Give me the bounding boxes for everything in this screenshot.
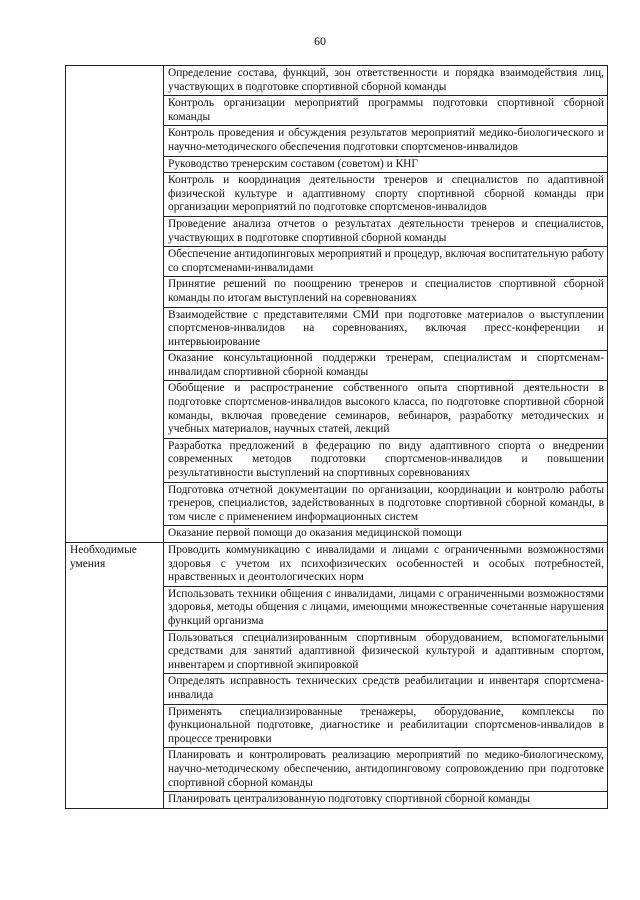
- table-row: [66, 173, 608, 217]
- requirement-cell: Проводить коммуникацию с инвалидами и лицами с ограниченными возможностями здоровья с учетом их психофизических особенностей и особых потребностей, нравственных и деонтологических норм: [164, 543, 608, 587]
- requirement-cell: Планировать и контролировать реализацию мероприятий по медико-биологическому, научно-методическому обеспечению, антидопинговому сопровождению при подготовке спортивной сборной команды: [164, 748, 608, 792]
- section-label-continuation: [66, 216, 164, 246]
- section-label-continuation: [66, 173, 164, 217]
- table-row: [66, 748, 608, 792]
- table-row: [66, 630, 608, 674]
- table-row: [66, 543, 608, 587]
- requirement-cell: Определение состава, функций, зон ответственности и порядка взаимодействия лиц, участвующих в подготовке спортивной сборной команды: [164, 66, 608, 96]
- table-row: [66, 66, 608, 96]
- section-label-continuation: [66, 126, 164, 156]
- table-row: [66, 704, 608, 748]
- section-label-continuation: [66, 381, 164, 438]
- requirement-cell: Использовать техники общения с инвалидами, лицами с ограниченными возможностями здоровья, методы общения с лицами, имеющими множественные сочетанные нарушения функций организма: [164, 586, 608, 630]
- table-row: [66, 351, 608, 381]
- table-row: [66, 674, 608, 704]
- section-label-continuation: [66, 351, 164, 381]
- table-body: [66, 66, 608, 809]
- table-row: [66, 482, 608, 526]
- table-row: [66, 586, 608, 630]
- section-label-continuation: [66, 156, 164, 173]
- requirement-cell: Применять специализированные тренажеры, оборудование, комплексы по функциональной подготовке, диагностике и реабилитации спортсменов-инвалидов в процессе тренировки: [164, 704, 608, 748]
- table-row: [66, 96, 608, 126]
- competency-table: [65, 65, 608, 809]
- section-label: Необходимые умения: [66, 543, 164, 587]
- section-label-continuation: [66, 438, 164, 482]
- requirement-cell: Обобщение и распространение собственного опыта спортивной деятельности в подготовке спортсменов-инвалидов высокого класса, по подготовке спортивной сборной команды, включая проведение семинаров, вебинаров, разработку методических и учебных материалов, научных статей, лекций: [164, 381, 608, 438]
- section-label: [66, 66, 164, 96]
- requirement-cell: Взаимодействие с представителями СМИ при подготовке материалов о выступлении спортсменов-инвалидов на соревнованиях, включая пресс-конференции и интервьюирование: [164, 307, 608, 351]
- table-row: [66, 156, 608, 173]
- section-label-continuation: [66, 247, 164, 277]
- section-label-continuation: [66, 526, 164, 543]
- section-label-continuation: [66, 482, 164, 526]
- requirement-cell: Оказание консультационной поддержки тренерам, специалистам и спортсменам-инвалидам спортивной сборной команды: [164, 351, 608, 381]
- requirement-cell: Пользоваться специализированным спортивным оборудованием, вспомогательными средствами для занятий адаптивной физической культурой и адаптивным спортом, инвентарем и спортивной экипировкой: [164, 630, 608, 674]
- table-row: [66, 307, 608, 351]
- section-label-continuation: [66, 630, 164, 674]
- requirement-cell: Планировать централизованную подготовку спортивной сборной команды: [164, 792, 608, 809]
- section-label-continuation: [66, 586, 164, 630]
- section-label-continuation: [66, 277, 164, 307]
- table-row: [66, 126, 608, 156]
- table-row: [66, 381, 608, 438]
- page-number: 60: [314, 34, 326, 48]
- requirement-cell: Разработка предложений в федерацию по виду адаптивного спорта о внедрении современных методов подготовки спортсменов-инвалидов и повышении результативности выступлений на спортивных соревнованиях: [164, 438, 608, 482]
- table-row: [66, 526, 608, 543]
- section-label-continuation: [66, 307, 164, 351]
- section-label-continuation: [66, 748, 164, 792]
- requirement-cell: Принятие решений по поощрению тренеров и специалистов спортивной сборной команды по итогам выступлений на соревнованиях: [164, 277, 608, 307]
- section-label-continuation: [66, 674, 164, 704]
- requirement-cell: Руководство тренерским составом (советом) и КНГ: [164, 156, 608, 173]
- requirement-cell: Контроль проведения и обсуждения результатов мероприятий медико-биологического и научно-методического обеспечения подготовки спортсменов-инвалидов: [164, 126, 608, 156]
- table-row: [66, 216, 608, 246]
- table-row: [66, 792, 608, 809]
- table-row: [66, 247, 608, 277]
- section-label-continuation: [66, 96, 164, 126]
- requirement-cell: Определять исправность технических средств реабилитации и инвентаря спортсмена-инвалида: [164, 674, 608, 704]
- table-row: [66, 438, 608, 482]
- requirement-cell: Обеспечение антидопинговых мероприятий и процедур, включая воспитательную работу со спортсменами-инвалидами: [164, 247, 608, 277]
- requirement-cell: Проведение анализа отчетов о результатах деятельности тренеров и специалистов, участвующих в подготовке спортивной сборной команды: [164, 216, 608, 246]
- requirement-cell: Контроль организации мероприятий программы подготовки спортивной сборной команды: [164, 96, 608, 126]
- requirement-cell: Оказание первой помощи до оказания медицинской помощи: [164, 526, 608, 543]
- section-label-continuation: [66, 704, 164, 748]
- section-label-continuation: [66, 792, 164, 809]
- requirement-cell: Контроль и координация деятельности тренеров и специалистов по адаптивной физической культуре и адаптивному спорту спортивной сборной команды при организации мероприятий по подготовке спортсменов-инвалидов: [164, 173, 608, 217]
- requirement-cell: Подготовка отчетной документации по организации, координации и контролю работы тренеров, специалистов, задействованных в подготовке спортивной сборной команды, в том числе с применением информационных систем: [164, 482, 608, 526]
- table-row: [66, 277, 608, 307]
